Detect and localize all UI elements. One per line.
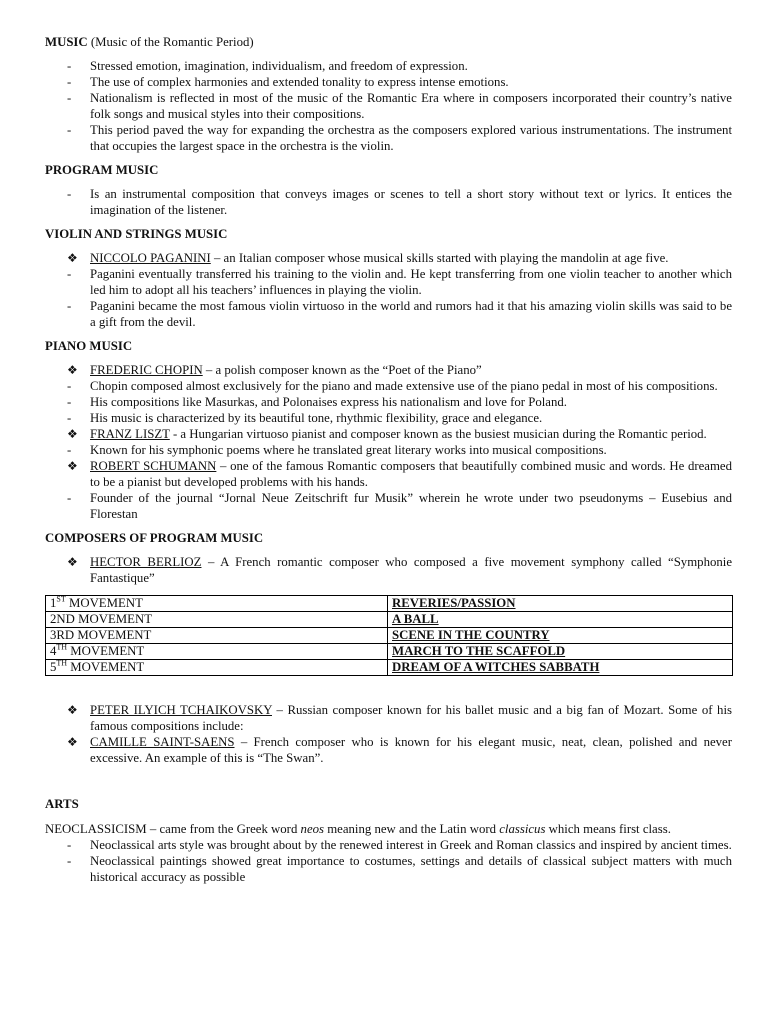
list-item: ❖ HECTOR BERLIOZ – A French romantic composer who composed a five movement symphony called “Symphonie Fantastique” — [67, 555, 732, 585]
neoclassicism-definition: NEOCLASSICISM – came from the Greek word neos meaning new and the Latin word classicus which means first class. — [45, 822, 671, 836]
list-item: - Neoclassical paintings showed great importance to costumes, settings and details of classical subject matters with much historical accuracy as possible — [67, 854, 732, 884]
music-list — [45, 58, 732, 154]
list-item: ❖ CAMILLE SAINT-SAENS – French composer who is known for his elegant music, neat, clean, polished and never excessive. An example of this is “The Swan”. — [67, 735, 732, 765]
list-item: - Neoclassical arts style was brought about by the renewed interest in Greek and Roman classics and inspired by ancient times. — [67, 838, 732, 852]
list-item: ❖ ROBERT SCHUMANN – one of the famous Romantic composers that beautifully combined music and words. He dreamed to be a pianist but developed problems with his hands. — [67, 459, 732, 489]
list-item: - Nationalism is reflected in most of the music of the Romantic Era where in composers incorporated their country’s native folk songs and musical styles into their compositions. — [67, 91, 732, 121]
composer-name: HECTOR BERLIOZ — [90, 555, 202, 569]
violin-heading: VIOLIN AND STRINGS MUSIC — [45, 227, 228, 241]
table-row — [46, 596, 733, 612]
composer-name: CAMILLE SAINT-SAENS — [90, 735, 235, 749]
diamond-bullet-icon: ❖ — [67, 703, 78, 717]
composer-name: PETER ILYICH TCHAIKOVSKY — [90, 703, 272, 717]
arts-heading: ARTS — [45, 797, 79, 811]
music-heading-label: MUSIC — [45, 35, 88, 49]
berlioz-list — [45, 554, 732, 586]
composer-name: NICCOLO PAGANINI — [90, 251, 211, 265]
music-heading — [45, 34, 732, 50]
diamond-bullet-icon: ❖ — [67, 363, 78, 377]
movement-number: 5TH MOVEMENT — [46, 660, 388, 676]
movement-number: 1ST MOVEMENT — [46, 596, 388, 612]
music-heading-subtitle: (Music of the Romantic Period) — [87, 35, 254, 49]
table-row — [46, 612, 733, 628]
movement-title: SCENE IN THE COUNTRY — [388, 628, 733, 644]
movement-number: 4TH MOVEMENT — [46, 644, 388, 660]
list-item: - Founder of the journal “Jornal Neue Zeitschrift fur Musik” wherein he wrote under two pseudonyms – Eusebius and Florestan — [67, 491, 732, 521]
composer-name: ROBERT SCHUMANN — [90, 459, 217, 473]
spacer — [45, 774, 732, 796]
program-music-list — [45, 186, 732, 218]
diamond-bullet-icon: ❖ — [67, 459, 78, 473]
list-item: - Paganini eventually transferred his training to the violin and. He kept transferring from one violin teacher to another which led him to adopt all his teachers’ influences in playing the violin. — [67, 267, 732, 297]
list-item: - His compositions like Masurkas, and Polonaises express his nationalism and love for Poland. — [67, 395, 567, 409]
list-item: ❖ FREDERIC CHOPIN – a polish composer known as the “Poet of the Piano” — [67, 363, 482, 377]
other-composers-list — [45, 702, 732, 766]
movement-number: 3RD MOVEMENT — [46, 628, 388, 644]
table-row — [46, 628, 733, 644]
violin-list — [45, 250, 732, 330]
list-item: ❖ PETER ILYICH TCHAIKOVSKY – Russian composer known for his ballet music and a big fan of Mozart. Some of his famous compositions include: — [67, 703, 732, 733]
movement-title: REVERIES/PASSION — [388, 596, 733, 612]
movement-number: 2ND MOVEMENT — [46, 612, 388, 628]
movement-title: DREAM OF A WITCHES SABBATH — [388, 660, 733, 676]
movements-table — [45, 595, 733, 676]
composer-name: FRANZ LISZT — [90, 427, 170, 441]
diamond-bullet-icon: ❖ — [67, 555, 78, 569]
piano-list — [45, 362, 732, 522]
movement-title: A BALL — [388, 612, 733, 628]
diamond-bullet-icon: ❖ — [67, 427, 78, 441]
list-item: - Known for his symphonic poems where he translated great literary works into musical compositions. — [67, 443, 607, 457]
table-row — [46, 644, 733, 660]
list-item: - Is an instrumental composition that conveys images or scenes to tell a short story without text or lyrics. It entices the imagination of the listener. — [67, 187, 732, 217]
list-item: - Chopin composed almost exclusively for the piano and made extensive use of the piano pedal in most of his compositions. — [67, 379, 718, 393]
diamond-bullet-icon: ❖ — [67, 735, 78, 749]
table-row — [46, 660, 733, 676]
list-item: ❖ NICCOLO PAGANINI – an Italian composer whose musical skills started with playing the mandolin at age five. — [67, 251, 669, 265]
composer-name: FREDERIC CHOPIN — [90, 363, 203, 377]
list-item: - Stressed emotion, imagination, individualism, and freedom of expression. — [67, 59, 468, 73]
composers-heading: COMPOSERS OF PROGRAM MUSIC — [45, 531, 264, 545]
list-item: - His music is characterized by its beautiful tone, rhythmic flexibility, grace and elegance. — [67, 411, 543, 425]
program-music-heading: PROGRAM MUSIC — [45, 163, 159, 177]
list-item: - Paganini became the most famous violin virtuoso in the world and rumors had it that his amazing violin skills was said to be a gift from the devil. — [67, 299, 732, 329]
list-item: - This period paved the way for expanding the orchestra as the composers explored various instrumentations. The instrument that occupies the largest space in the orchestra is the violin. — [67, 123, 732, 153]
diamond-bullet-icon: ❖ — [67, 251, 78, 265]
list-item: - The use of complex harmonies and extended tonality to express intense emotions. — [67, 75, 509, 89]
list-item: ❖ FRANZ LISZT - a Hungarian virtuoso pianist and composer known as the busiest musician during the Romantic period. — [67, 427, 707, 441]
piano-heading: PIANO MUSIC — [45, 339, 133, 353]
movement-title: MARCH TO THE SCAFFOLD — [388, 644, 733, 660]
arts-list — [45, 837, 732, 885]
